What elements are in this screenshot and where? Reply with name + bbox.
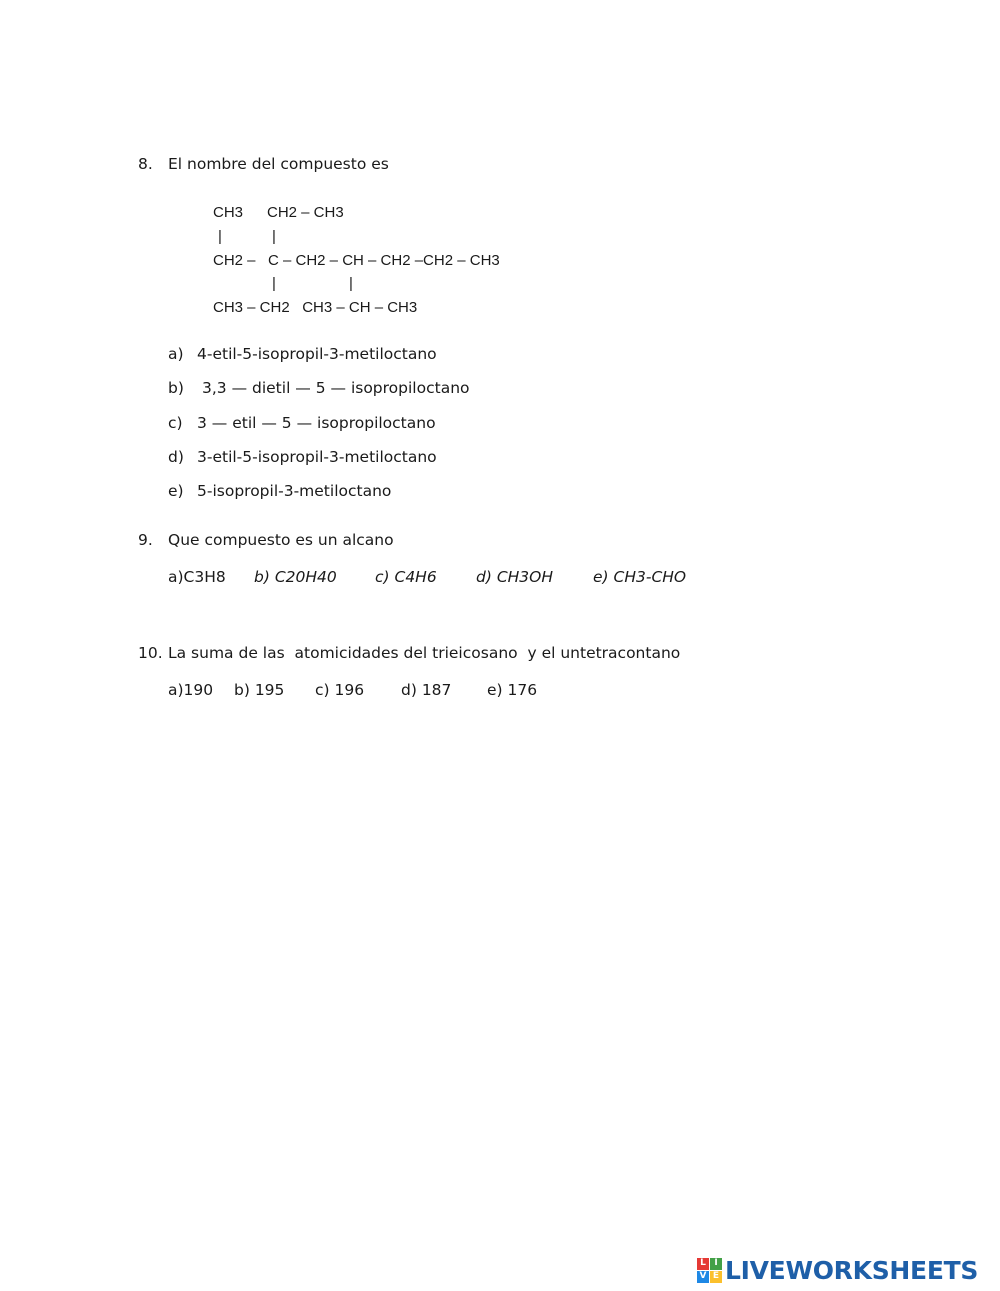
q8-option-d[interactable]: 3-etil-5-isopropil-3-metiloctano bbox=[197, 448, 437, 466]
liveworksheets-logo bbox=[697, 1256, 978, 1284]
q8-number: 8. bbox=[138, 155, 153, 173]
q9-option-a[interactable]: a)C3H8 bbox=[168, 568, 226, 586]
q8-option-e-letter: e) bbox=[168, 482, 184, 500]
structure-line5: CH3 – CH2 CH3 – CH – CH3 bbox=[213, 299, 418, 316]
q10-option-a[interactable]: a)190 bbox=[168, 681, 214, 699]
logo-block-e: E bbox=[710, 1271, 722, 1283]
q10-text: La suma de las atomicidades del trieicosano y el untetracontano bbox=[168, 644, 681, 662]
q8-option-a[interactable]: 4-etil-5-isopropil-3-metiloctano bbox=[197, 345, 437, 363]
logo-block-v: V bbox=[697, 1271, 709, 1283]
structure-bond1-a: | bbox=[218, 228, 222, 245]
logo-text: LIVEWORKSHEETS bbox=[725, 1255, 979, 1285]
structure-line1-a: CH3 bbox=[213, 204, 244, 221]
q8-option-c-letter: c) bbox=[168, 414, 183, 432]
logo-block-l: L bbox=[697, 1258, 709, 1270]
q8-option-c[interactable]: 3 — etil — 5 — isopropiloctano bbox=[197, 414, 436, 432]
logo-block-i: I bbox=[710, 1258, 722, 1270]
q8-option-a-letter: a) bbox=[168, 345, 184, 363]
q10-option-d[interactable]: d) 187 bbox=[401, 681, 452, 699]
q9-option-b[interactable]: b) C20H40 bbox=[254, 568, 337, 586]
structure-bond2-b: | bbox=[349, 275, 353, 292]
q9-text: Que compuesto es un alcano bbox=[168, 531, 394, 549]
q8-text: El nombre del compuesto es bbox=[168, 155, 389, 173]
structure-bond2-a: | bbox=[272, 275, 276, 292]
q9-option-e[interactable]: e) CH3-CHO bbox=[593, 568, 687, 586]
q8-option-d-letter: d) bbox=[168, 448, 184, 466]
logo-blocks-icon bbox=[697, 1258, 722, 1283]
q8-option-b-letter: b) bbox=[168, 379, 184, 397]
structure-line1-b: CH2 – CH3 bbox=[267, 204, 344, 221]
q10-option-e[interactable]: e) 176 bbox=[487, 681, 538, 699]
q9-option-c[interactable]: c) C4H6 bbox=[375, 568, 437, 586]
q10-option-b[interactable]: b) 195 bbox=[234, 681, 285, 699]
q9-option-d[interactable]: d) CH3OH bbox=[476, 568, 554, 586]
q8-option-e[interactable]: 5-isopropil-3-metiloctano bbox=[197, 482, 392, 500]
q8-option-b[interactable]: 3,3 — dietil — 5 — isopropiloctano bbox=[202, 379, 470, 397]
q10-option-c[interactable]: c) 196 bbox=[315, 681, 365, 699]
q9-number: 9. bbox=[138, 531, 153, 549]
q10-number: 10. bbox=[138, 644, 163, 662]
structure-line3-b: C – CH2 – CH – CH2 –CH2 – CH3 bbox=[268, 252, 500, 269]
structure-bond1-b: | bbox=[272, 228, 276, 245]
structure-line3-a: CH2 – bbox=[213, 252, 256, 269]
